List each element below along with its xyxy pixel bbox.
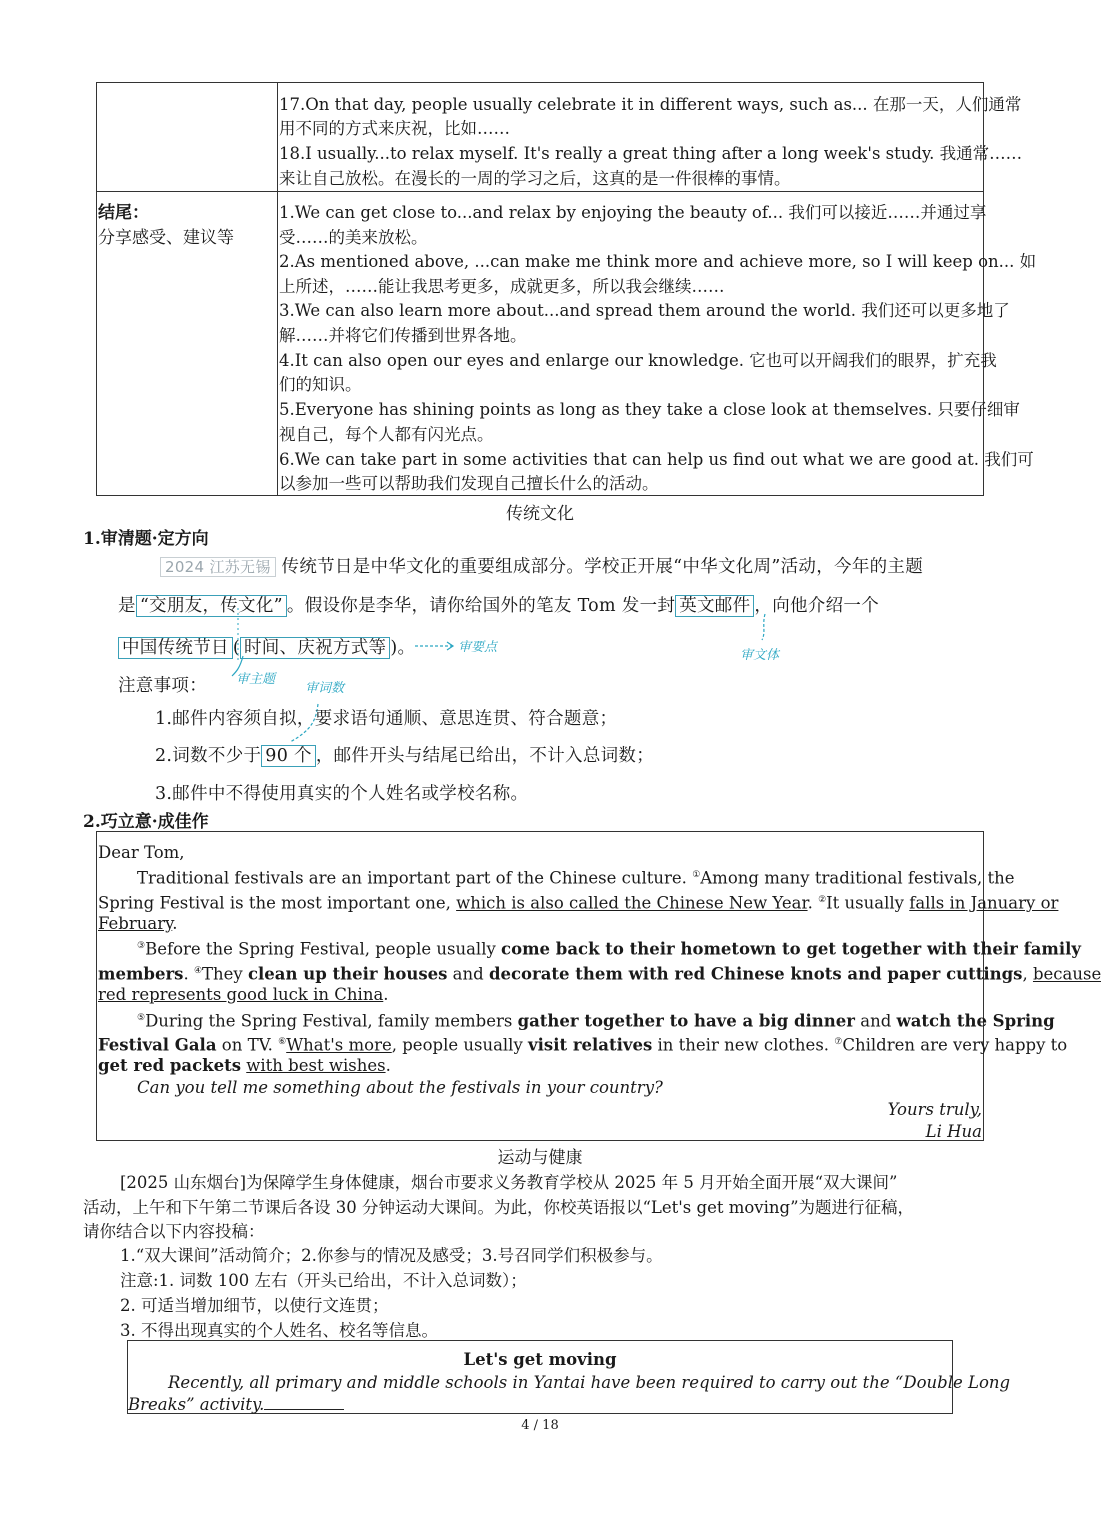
prompt-text: 。假设你是李华，请你给国外的笔友 Tom 发一封 <box>286 596 676 616</box>
essay-text: Before the Spring Festival, people usually <box>145 939 496 959</box>
prompt-text: )。 <box>390 638 416 658</box>
essay-line <box>98 913 178 935</box>
requirement-2 <box>155 742 654 767</box>
sentence-marker: ① <box>692 870 701 880</box>
sentence-marker: ③ <box>137 941 146 951</box>
source-tag: 2024 江苏无锡 <box>160 557 276 577</box>
essay-underlined: red represents good luck in China <box>98 985 384 1004</box>
wordcount-highlight: 90 个 <box>261 745 316 767</box>
essay-text: and <box>860 1011 892 1031</box>
essay-underlined: with best wishes <box>246 1056 386 1075</box>
ending-sublabel: 分享感受、建议等 <box>98 228 234 248</box>
essay-line <box>98 1031 1067 1057</box>
annotation-genre: 审文体 <box>740 648 780 663</box>
sentence-marker: ⑦ <box>834 1037 843 1047</box>
table-row-text: 5.Everyone has shining points as long as they take a close look at themselves. 只要仔细审 <box>279 400 1020 419</box>
requirement-1: 1.邮件内容须自拟，要求语句通顺、意思连贯、符合题意； <box>155 709 618 729</box>
answer-blank[interactable] <box>264 1395 344 1410</box>
table-row-text: 17.On that day, people usually celebrate it in different ways, such as... 在那一天，人们通常 <box>279 95 1022 114</box>
essay-signoff: Yours truly, <box>887 1100 982 1119</box>
table-row-text: 6.We can take part in some activities that can help us find out what we are good at. 我们可 <box>279 450 1034 469</box>
table-row-text: 受……的美来放松。 <box>279 228 428 247</box>
sentence-marker: ⑤ <box>137 1013 146 1023</box>
table-row-text: 来让自己放松。在漫长的一周的学习之后，这真的是一件很棒的事情。 <box>279 169 791 188</box>
prompt-text: 传统节日是中华文化的重要组成部分。学校正开展“中华文化周”活动，今年的主题 <box>281 557 924 577</box>
essay-text: . <box>383 985 389 1004</box>
answer-box-line: Recently, all primary and middle schools in Yantai have been required to carry out the “Double Long <box>168 1373 1011 1392</box>
essay-text: Traditional festivals are an important part of the Chinese culture. <box>137 868 687 888</box>
section-heading-analyze: 1.审清题·定方向 <box>83 529 209 549</box>
section-heading-write: 2.巧立意·成佳作 <box>83 812 209 832</box>
annotation-wordcount: 审词数 <box>305 681 345 696</box>
essay-text: Among many traditional festivals, the <box>700 868 1015 888</box>
section-title-sports-health: 运动与健康 <box>497 1148 583 1168</box>
essay-text: Spring Festival is the most important one, <box>98 893 451 913</box>
essay-text: They <box>202 964 243 984</box>
essay-line <box>98 889 1058 915</box>
essay-bold: come back to their hometown to get together with their family <box>501 939 1081 959</box>
essay-text: and <box>452 964 484 984</box>
prompt-text: ( <box>232 638 240 658</box>
essay-underlined: falls in January or <box>909 893 1059 913</box>
task-line: 2. 可适当增加细节，以使行文连贯； <box>120 1296 389 1315</box>
task-line: 注意:1. 词数 100 左右（开头已给出，不计入总词数）； <box>120 1271 527 1290</box>
prompt-text: ，向他介绍一个 <box>754 596 879 616</box>
table-row-text: 2.As mentioned above, ...can make me think more and achieve more, so I will keep on... 如 <box>279 252 1037 271</box>
table-row-text: 3.We can also learn more about...and spread them around the world. 我们还可以更多地了 <box>279 301 1010 320</box>
table-row-text: 用不同的方式来庆祝，比如…… <box>279 119 510 138</box>
essay-text: . <box>385 1056 391 1075</box>
essay-text: , people usually <box>391 1035 523 1055</box>
essay-text: . <box>183 964 189 984</box>
essay-text: It usually <box>826 893 904 913</box>
essay-closing-question: Can you tell me something about the festivals in your country? <box>137 1078 663 1097</box>
task-line: 1.“双大课间”活动简介；2.你参与的情况及感受；3.号召同学们积极参与。 <box>120 1246 663 1265</box>
essay-text: Children are very happy to <box>842 1035 1068 1055</box>
sentence-marker: ② <box>818 895 827 905</box>
essay-text: . <box>172 914 178 933</box>
essay-text: in their new clothes. <box>657 1035 830 1055</box>
essay-bold: gather together to have a big dinner <box>517 1011 855 1031</box>
annotation-arrows <box>0 0 1080 720</box>
essay-bold: clean up their houses <box>247 964 448 984</box>
essay-signature: Li Hua <box>925 1122 982 1141</box>
annotation-points: 审要点 <box>458 640 498 655</box>
table-row-text: 上所述，……能让我思考更多，成就更多，所以我会继续…… <box>279 277 725 296</box>
task-line: 活动，上午和下午第二节课后各设 30 分钟运动大课间。为此，你校英语报以“Let's get moving”为题进行征稿， <box>83 1198 915 1217</box>
prompt-text: 是 <box>118 596 136 616</box>
table-row-text: 以参加一些可以帮助我们发现自己擅长什么的活动。 <box>279 474 659 493</box>
notes-label: 注意事项： <box>118 676 207 696</box>
table-row-text: 1.We can get close to...and relax by enjoying the beauty of... 我们可以接近……并通过享 <box>279 203 987 222</box>
table-row-text: 视自己，每个人都有闪光点。 <box>279 425 494 444</box>
sentence-marker: ⑥ <box>278 1037 287 1047</box>
ending-label: 结尾： <box>98 203 149 223</box>
points-highlight: 时间、庆祝方式等 <box>240 637 390 659</box>
essay-bold: get red packets <box>98 1056 241 1075</box>
page-number: 4 / 18 <box>521 1418 559 1433</box>
annotation-topic: 审主题 <box>236 672 276 687</box>
prompt-text: ，邮件开头与结尾已给出，不计入总词数； <box>315 746 655 766</box>
task-line: [2025 山东烟台]为保障学生身体健康，烟台市要求义务教育学校从 2025 年 5 月开始全面开展“双大课间” <box>120 1173 898 1192</box>
topic-highlight: 中国传统节日 <box>118 637 233 659</box>
requirement-3: 3.邮件中不得使用真实的个人姓名或学校名称。 <box>155 784 529 804</box>
sentence-marker: ④ <box>193 966 203 976</box>
table-row-text: 18.I usually...to relax myself. It's really a great thing after a long week's study. 我通常…… <box>279 144 1023 163</box>
essay-bold: Festival Gala <box>98 1035 217 1055</box>
table-row-text: 4.It can also open our eyes and enlarge our knowledge. 它也可以开阔我们的眼界，扩充我 <box>279 351 997 370</box>
prompt-text: 2.词数不少于 <box>155 746 262 766</box>
answer-box-text: Breaks” activity. <box>128 1395 265 1414</box>
table-row-text: 解……并将它们传播到世界各地。 <box>279 326 527 345</box>
section-title-traditional-culture: 传统文化 <box>506 504 574 524</box>
essay-greeting: Dear Tom, <box>98 843 185 862</box>
essay-bold: watch the Spring <box>896 1011 1055 1031</box>
task-line: 3. 不得出现真实的个人姓名、校名等信息。 <box>120 1321 438 1340</box>
essay-text: During the Spring Festival, family members <box>145 1011 513 1031</box>
table-row-text: 们的知识。 <box>279 375 362 394</box>
essay-underlined: February <box>98 914 173 933</box>
essay-line <box>137 864 1015 890</box>
answer-box-title: Let's get moving <box>463 1350 617 1369</box>
essay-line <box>137 1007 1055 1033</box>
genre-highlight: 英文邮件 <box>675 595 754 617</box>
essay-bold: visit relatives <box>528 1035 653 1055</box>
answer-box-line <box>128 1394 344 1416</box>
essay-line <box>98 984 389 1006</box>
essay-underlined: which is also called the Chinese New Year <box>456 893 808 913</box>
essay-bold: members <box>98 964 184 984</box>
essay-line <box>98 960 1101 986</box>
theme-highlight: “交朋友，传文化” <box>136 595 287 617</box>
essay-underlined: because <box>1032 964 1101 984</box>
essay-text: on TV. <box>221 1035 273 1055</box>
essay-text: , <box>1022 964 1028 984</box>
essay-underlined: What's more <box>286 1035 392 1055</box>
essay-line <box>98 1055 391 1077</box>
essay-text: . <box>807 893 813 913</box>
essay-bold: decorate them with red Chinese knots and paper cuttings <box>488 964 1023 984</box>
task-line: 请你结合以下内容投稿： <box>83 1222 265 1241</box>
essay-line <box>137 935 1081 961</box>
